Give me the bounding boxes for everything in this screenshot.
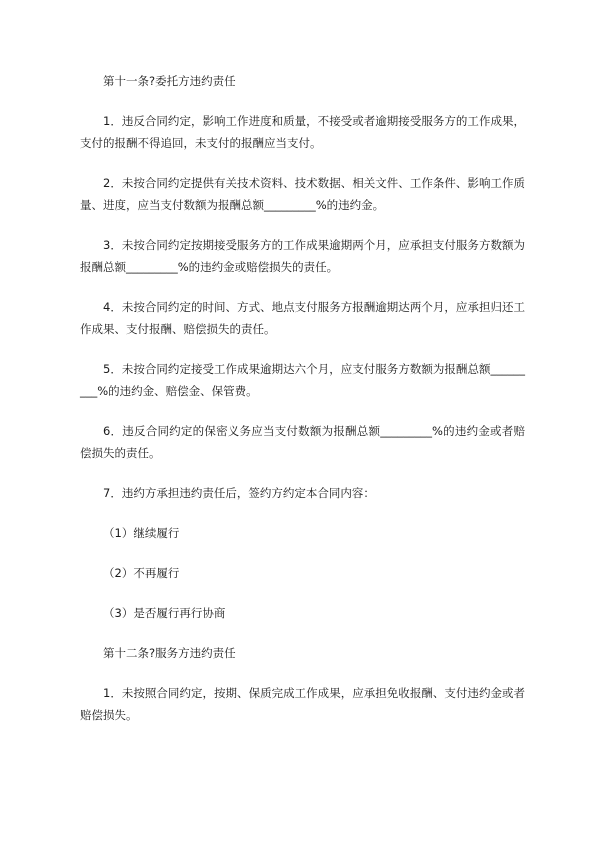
- section-11-title: 第十一条?委托方违约责任: [103, 74, 236, 88]
- section-11-clause-7: 7．违约方承担违约责任后，签约方约定本合同内容：: [103, 486, 375, 500]
- section-11-clause-1: 1．违反合同约定，影响工作进度和质量，不接受或者逾期接受服务方的工作成果，支付的报酬不得追回，未支付的报酬应当支付。: [80, 114, 525, 150]
- section-11-clause-6: 6．违反合同约定的保密义务应当支付数额为报酬总额_________%的违约金或者赔偿损失的责任。: [80, 424, 525, 460]
- option-continue: （1）继续履行: [103, 526, 180, 540]
- section-11-clause-5: 5．未按合同约定接受工作成果逾期达六个月，应支付服务方数额为报酬总额_________%的违约金、赔偿金、保管费。: [80, 362, 525, 398]
- section-11-clause-2: 2．未按合同约定提供有关技术资料、技术数据、相关文件、工作条件、影响工作质量、进度，应当支付数额为报酬总额_________%的违约金。: [80, 176, 525, 212]
- section-12-clause-1: 1．未按照合同约定，按期、保质完成工作成果，应承担免收报酬、支付违约金或者赔偿损失。: [80, 686, 525, 722]
- section-12-title: 第十二条?服务方违约责任: [103, 646, 236, 660]
- section-11-clause-3: 3．未按合同约定按期接受服务方的工作成果逾期两个月，应承担支付服务方数额为报酬总额_________%的违约金或赔偿损失的责任。: [80, 238, 525, 274]
- option-no-longer: （2）不再履行: [103, 566, 180, 580]
- document-body: [80, 70, 525, 744]
- section-11-clause-4: 4．未按合同约定的时间、方式、地点支付服务方报酬逾期达两个月，应承担归还工作成果、支付报酬、赔偿损失的责任。: [80, 300, 525, 336]
- option-negotiate: （3）是否履行再行协商: [103, 606, 226, 620]
